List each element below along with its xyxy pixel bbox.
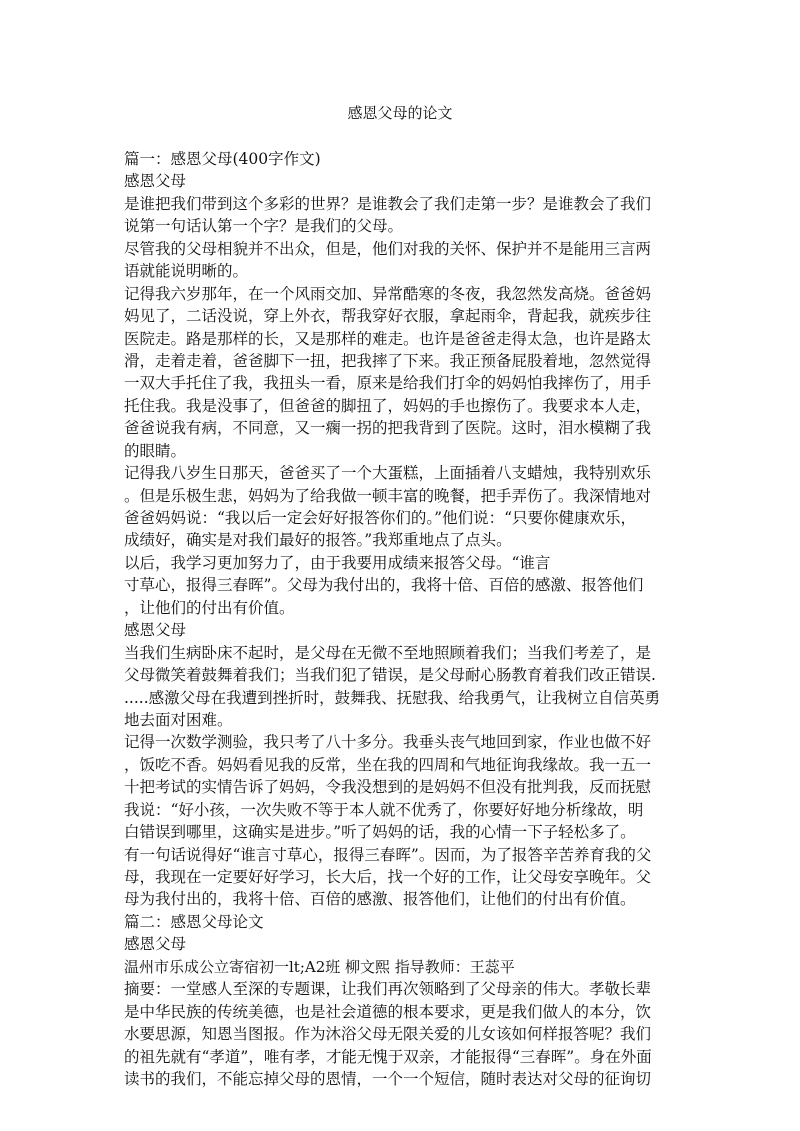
text-line: 感恩父母	[124, 621, 187, 640]
text-line: 地去面对困难。	[124, 710, 233, 729]
text-line: 水要思源，知恩当图报。作为沐浴父母无限关爱的儿女该如何样报答呢？我们	[124, 1025, 652, 1044]
text-line: .....感激父母在我遭到挫折时，鼓舞我、抚慰我、给我勇气，让我树立自信英勇	[124, 688, 661, 707]
text-line: 父母微笑着鼓舞着我们；当我们犯了错误，是父母耐心肠教育着我们改正错误.	[124, 666, 656, 685]
document-title: 感恩父母的论文	[347, 104, 453, 122]
text-line: 。但是乐极生悲，妈妈为了给我做一顿丰富的晚餐，把手弄伤了。我深情地对	[124, 486, 652, 505]
text-line: 母为我付出的，我将十倍、百倍的感激、报答他们，让他们的付出有价值。	[124, 890, 636, 909]
text-line: 记得我八岁生日那天，爸爸买了一个大蛋糕，上面插着八支蜡烛，我特别欢乐	[124, 464, 652, 483]
text-line: 滑，走着走着，爸爸脚下一扭，把我摔了下来。我正预备屁股着地，忽然觉得	[124, 351, 652, 370]
text-line: 一双大手托住了我，我扭头一看，原来是给我们打伞的妈妈怕我摔伤了，用手	[124, 374, 652, 393]
text-line: 语就能说明晰的。	[124, 262, 249, 281]
text-line: 成绩好，确实是对我们最好的报答。”我郑重地点了点头。	[124, 531, 512, 550]
document-body	[124, 148, 680, 1090]
text-line: 感恩父母	[124, 935, 187, 954]
text-line: 尽管我的父母相貌并不出众，但是，他们对我的关怀、保护并不是能用三言两	[124, 239, 652, 258]
text-line: 我说：“好小孩，一次失败不等于本人就不优秀了，你要好好地分析缘故，明	[124, 800, 644, 819]
text-line: 母，我现在一定要好好学习，长大后，找一个好的工作，让父母安享晚年。父	[124, 868, 652, 886]
text-line: 妈见了，二话没说，穿上外衣，帮我穿好衣服，拿起雨伞，背起我，就疾步往	[124, 307, 652, 326]
text-line: 当我们生病卧床不起时，是父母在无微不至地照顾着我们；当我们考差了，是	[124, 643, 652, 662]
text-line: 说第一句话认第一个字？是我们的父母。	[124, 217, 404, 236]
text-line: 医院走。路是那样的长，又是那样的难走。也许是爸爸走得太急，也许是路太	[124, 329, 652, 348]
text-line: 是谁把我们带到这个多彩的世界？是谁教会了我们走第一步？是谁教会了我们	[124, 194, 652, 213]
text-line: 的祖先就有“孝道”，唯有孝，才能无愧于双亲，才能报得“三春晖”。身在外面	[124, 1047, 652, 1066]
text-line: 温州市乐成公立寄宿初一lt;A2班 柳文熙 指导教师：王蕊平	[124, 957, 515, 976]
text-line: 寸草心，报得三春晖”。父母为我付出的，我将十倍、百倍的感激、报答他们	[124, 576, 644, 595]
text-line: 摘要：一堂感人至深的专题课，让我们再次领略到了父母亲的伟大。孝敬长辈	[124, 980, 652, 999]
text-line: 有一句话说得好“谁言寸草心，报得三春晖”。因而，为了报答辛苦养育我的父	[124, 845, 652, 864]
text-line: 十把考试的实情告诉了妈妈，令我没想到的是妈妈不但没有批判我，反而抚慰	[124, 778, 652, 797]
text-line: 的眼睛。	[124, 441, 187, 460]
text-line: 记得我六岁那年，在一个风雨交加、异常酷寒的冬夜，我忽然发高烧。爸爸妈	[124, 284, 652, 303]
text-line: 白错误到哪里，这确实是进步。”听了妈妈的话，我的心情一下子轻松多了。	[124, 823, 636, 842]
text-line: 爸爸妈妈说：“我以后一定会好好报答你们的。”他们说：“只要你健康欢乐，	[124, 509, 637, 527]
text-line: 篇二：感恩父母论文	[124, 912, 264, 931]
text-line: 记得一次数学测验，我只考了八十多分。我垂头丧气地回到家，作业也做不好	[124, 733, 652, 752]
text-line: 感恩父母	[124, 172, 187, 191]
text-line: 读书的我们，不能忘掉父母的恩情，一个一个短信，随时表达对父母的征询切	[124, 1069, 652, 1088]
text-line: 篇一：感恩父母(400字作文)	[124, 150, 321, 168]
text-line: 是中华民族的传统美德，也是社会道德的根本要求，更是我们做人的本分，饮	[124, 1002, 652, 1021]
text-line: 托住我。我是没事了，但爸爸的脚扭了，妈妈的手也擦伤了。我要求本人走，	[124, 396, 652, 415]
text-line: 爸爸说我有病，不同意，又一瘸一拐的把我背到了医院。这时，泪水模糊了我	[124, 419, 652, 438]
text-line: 以后，我学习更加努力了，由于我要用成绩来报答父母。“谁言	[124, 553, 551, 572]
text-line: ，饭吃不香。妈妈看见我的反常，坐在我的四周和气地征询我缘故。我一五一	[124, 755, 652, 774]
text-line: ，让他们的付出有价值。	[124, 598, 295, 617]
